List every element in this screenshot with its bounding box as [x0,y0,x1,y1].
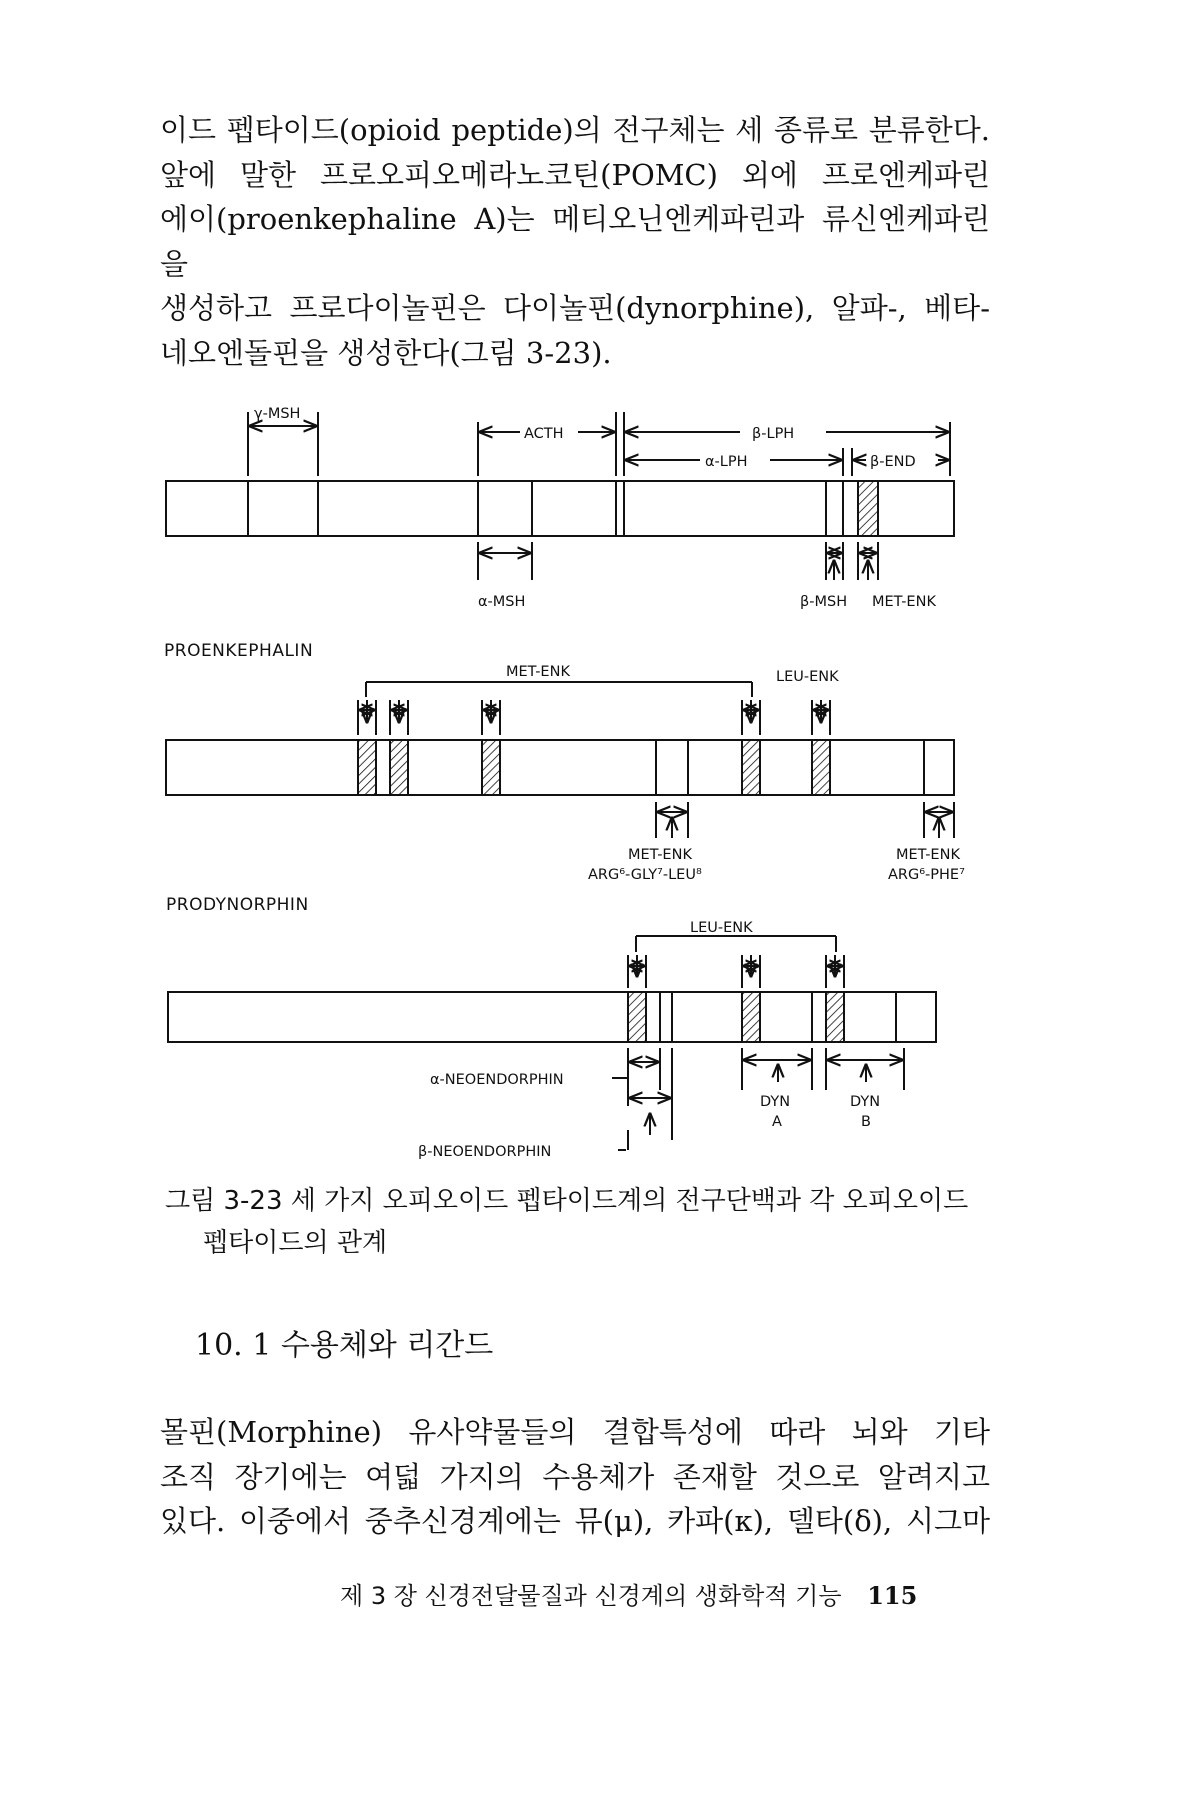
receptor-line: 있다. 이중에서 중추신경계에는 뮤(μ), 카파(κ), 델타(δ), 시그마 [160,1504,990,1538]
dyn-a-label: DYN [760,1094,791,1110]
met-enk-hatch-2 [390,740,408,795]
proenkephalin-leu-enk-label: LEU-ENK [776,669,839,685]
proenkephalin-bar [166,740,954,795]
gamma-msh-label: γ-MSH [254,406,301,422]
dyn-b-label: DYN [850,1094,881,1110]
intro-line: 생성하고 프로다이놀핀은 다이놀핀(dynorphine), 알파-, 베타- [160,291,990,325]
chapter-title: 제 3 장 신경전달물질과 신경계의 생화학적 기능 [340,1582,842,1610]
dyn-a-suffix: A [772,1114,782,1130]
beta-msh-label: β-MSH [800,594,848,610]
met-enk-hatch-1 [358,740,376,795]
opioid-precursor-diagram [0,370,1200,1170]
figure-caption [165,1180,995,1264]
met-enk-hatch-4 [742,740,760,795]
leu-enk-hatch-2 [742,992,760,1042]
heptapeptide-sequence: ARG⁶-PHE⁷ [888,867,965,883]
proenkephalin-title: PROENKEPHALIN [164,641,314,661]
dyn-b-suffix: B [861,1114,871,1130]
prodynorphin-leu-enk-label: LEU-ENK [690,920,753,936]
page-number: 115 [867,1581,918,1610]
intro-line: 앞에 말한 프로오피오메라노코틴(POMC) 외에 프로엔케파린 [160,157,990,192]
heptapeptide-met-enk-label: MET-ENK [896,847,960,863]
receptor-line: 몰핀(Morphine) 유사약물들의 결합특성에 따라 뇌와 기타 [160,1415,990,1449]
proenkephalin-diagram [166,682,954,838]
acth-label: ACTH [524,426,564,442]
alpha-msh-label: α-MSH [478,594,526,610]
leu-enk-hatch-1 [628,992,646,1042]
prodynorphin-diagram [168,936,936,1170]
receptor-paragraph [160,1410,990,1544]
receptor-line: 조직 장기에는 여덟 가지의 수용체가 존재할 것으로 알려지고 [160,1459,990,1494]
intro-paragraph [160,108,990,375]
leu-enk-hatch [812,740,830,795]
caption-line-2: 펩타이드의 관계 [203,1228,388,1258]
caption-line-1: 그림 3-23 세 가지 오피오이드 펩타이드계의 전구단백과 각 오피오이드 [165,1186,969,1216]
intro-line: 이드 펩타이드(opioid peptide)의 전구체는 세 종류로 분류한다. [160,113,990,147]
met-enk-hatch-3 [482,740,500,795]
pomc-bar [166,481,954,536]
alpha-lph-label: α-LPH [705,454,748,470]
beta-neoendorphin-label: β-NEOENDORPHIN [418,1144,552,1160]
beta-end-label: β-END [870,454,916,470]
intro-line-last: 네오엔돌핀을 생성한다(그림 3-23). [160,335,612,370]
intro-line: 에이(proenkephaline A)는 메티오닌엔케파린과 류신엔케파린을 [160,202,990,281]
alpha-neoendorphin-label: α-NEOENDORPHIN [430,1072,564,1088]
beta-end-hatch [858,481,878,536]
leu-enk-hatch-3 [826,992,844,1042]
prodynorphin-bar [168,992,936,1042]
page-footer [340,1576,917,1611]
octapeptide-sequence: ARG⁶-GLY⁷-LEU⁸ [588,867,702,883]
prodynorphin-title: PRODYNORPHIN [166,895,309,915]
beta-lph-label: β-LPH [752,426,795,442]
section-heading: 10. 1 수용체와 리간드 [195,1328,494,1363]
octapeptide-met-enk-label: MET-ENK [628,847,692,863]
proenkephalin-met-enk-label: MET-ENK [506,664,570,680]
pomc-met-enk-label: MET-ENK [872,594,936,610]
